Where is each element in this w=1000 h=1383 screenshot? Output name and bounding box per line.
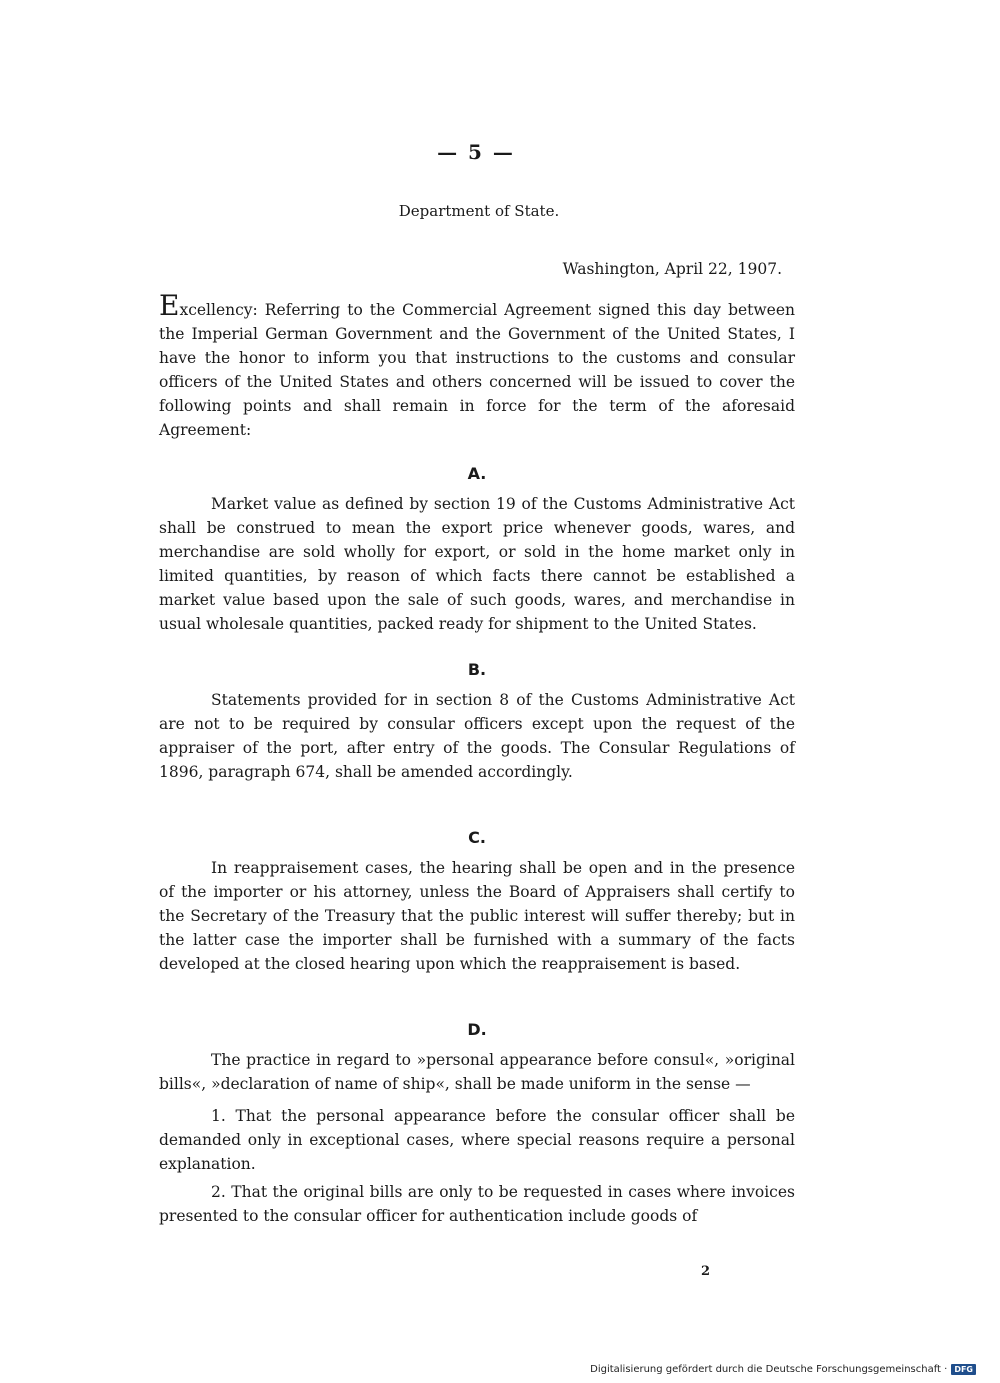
dfg-footer (590, 1364, 976, 1375)
section-c-text: In reappraisement cases, the hearing shall be open and in the presence of the importer or his attorney, unless the Board of Appraisers shall certify to the Secretary of the Treasury that the public interest will suffer thereby; but in the latter case the importer shall be furnished with a summary of the facts developed at the closed hearing upon which the reappraisement is based. (159, 859, 795, 973)
section-b-text: Statements provided for in section 8 of the Customs Administrative Act are not to be required by consular officers except upon the request of the appraiser of the port, after entry of the goods. The Consular Regulations of 1896, paragraph 674, shall be amended accordingly. (159, 691, 795, 781)
section-a-heading: A. (467, 464, 487, 483)
section-a-text: Market value as defined by section 19 of the Customs Administrative Act shall be construed to mean the export price whenever goods, wares, and merchandise are sold wholly for export, or sold in the home market only in limited quantities, by reason of which facts there cannot be established a market value based upon the sale of such goods, wares, and merchandise in usual wholesale quantities, packed ready for shipment to the United States. (159, 495, 795, 633)
place-date-line: Washington, April 22, 1907. (562, 260, 782, 278)
section-d-text: The practice in regard to »personal appearance before consul«, »original bills«, »declaration of name of ship«, shall be made uniform in the sense — (159, 1051, 795, 1093)
department-heading: Department of State. (398, 202, 560, 220)
section-d-item-2: 2. That the original bills are only to be requested in cases where invoices presented to the consular officer for authentication include goods of (159, 1183, 795, 1225)
intro-text: xcellency: Referring to the Commercial Agreement signed this day between the Imperial German Government and the Government of the United States, I have the honor to inform you that instructions to the customs and consular officers of the United States and others concerned will be issued to cover the following points and shall remain in force for the term of the aforesaid Agreement: (159, 301, 795, 439)
drop-cap: E (159, 289, 180, 322)
page-number: — 5 — (437, 140, 515, 164)
dfg-text: Digitalisierung gefördert durch die Deutsche Forschungsgemeinschaft · (590, 1364, 948, 1375)
intro-paragraph (159, 289, 795, 442)
letter-body (159, 289, 795, 1228)
section-b-heading: B. (467, 660, 487, 679)
section-d-heading: D. (467, 1020, 487, 1039)
signature-mark: 2 (700, 1264, 710, 1279)
section-d-item-1: 1. That the personal appearance before the consular officer shall be demanded only in exceptional cases, where special reasons require a personal explanation. (159, 1107, 795, 1173)
dfg-logo: DFG (951, 1364, 976, 1375)
section-c-heading: C. (468, 828, 486, 847)
